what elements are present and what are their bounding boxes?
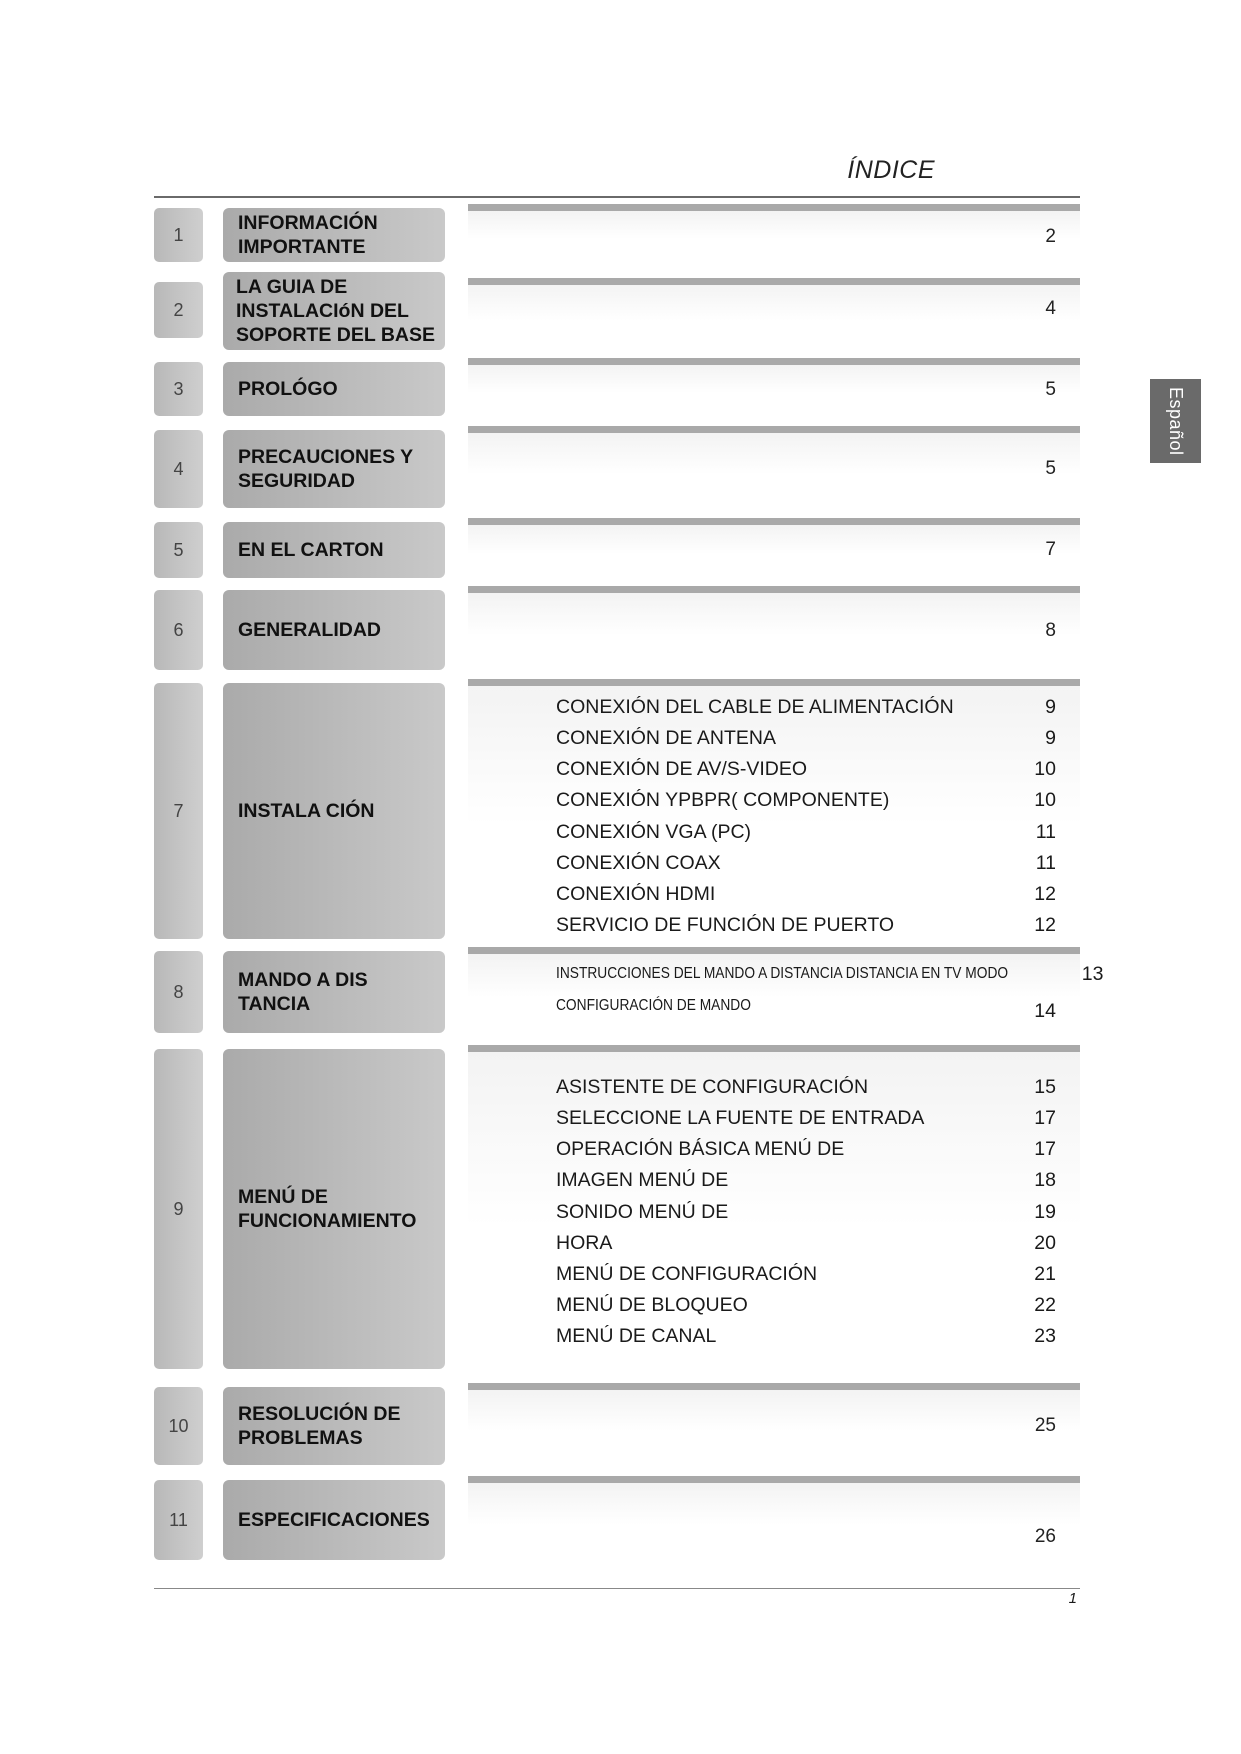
- toc-section-4: [154, 430, 1080, 508]
- entry-text: SELECCIONE LA FUENTE DE ENTRADA: [556, 1106, 925, 1129]
- entry-page: 19: [1034, 1200, 1056, 1223]
- section-page: 26: [1034, 1526, 1056, 1547]
- entry-text: CONEXIÓN DE ANTENA: [556, 726, 776, 749]
- toc-entry: [556, 785, 1080, 815]
- entry-page: 20: [1034, 1231, 1056, 1254]
- footer-rule: [154, 1588, 1080, 1589]
- toc-entry: [556, 754, 1080, 784]
- toc-section-11: [154, 1480, 1080, 1560]
- toc-entry: [556, 991, 1080, 1021]
- entry-text: SERVICIO DE FUNCIÓN DE PUERTO: [556, 913, 895, 936]
- entry-text: CONEXIÓN COAX: [556, 851, 721, 874]
- toc-section-9: [154, 1049, 1080, 1369]
- entry-page: 21: [1034, 1262, 1056, 1285]
- entry-text: CONEXIÓN YPBPR( COMPONENTE): [556, 788, 890, 811]
- section-label: INFORMACIÓN IMPORTANTE: [223, 208, 445, 262]
- section-number: 1: [154, 208, 203, 262]
- entry-text: IMAGEN MENÚ DE: [556, 1168, 729, 1191]
- section-divider: [468, 278, 1080, 285]
- entry-page: 23: [1034, 1324, 1056, 1347]
- section-content: [468, 522, 1080, 578]
- page-number: 1: [1068, 1590, 1077, 1607]
- section-label: INSTALA CIÓN: [223, 683, 445, 939]
- section-content: [468, 272, 1080, 350]
- toc-entry: [556, 910, 1080, 940]
- header-rule: [154, 196, 1080, 198]
- toc-section-10: [154, 1387, 1080, 1465]
- language-tab-label: Español: [1166, 386, 1186, 456]
- entry-page: 17: [1034, 1137, 1056, 1160]
- section-number: 3: [154, 362, 203, 416]
- entry-page: 14: [1034, 999, 1056, 1022]
- toc-section-5: [154, 522, 1080, 578]
- toc-entry: [556, 959, 1104, 989]
- language-tab: [1150, 379, 1201, 463]
- entry-text: CONEXIÓN DE AV/S-VIDEO: [556, 757, 808, 780]
- section-page: 4: [1045, 298, 1056, 319]
- section-content: [468, 430, 1080, 508]
- entry-page: 17: [1034, 1106, 1056, 1129]
- entry-text: INSTRUCCIONES DEL MANDO A DISTANCIA DISTANCIA EN TV MODO: [556, 965, 1009, 982]
- entry-page: 15: [1034, 1075, 1056, 1098]
- toc-section-2: [154, 272, 1080, 350]
- entry-page: 22: [1034, 1293, 1056, 1316]
- entry-text: CONEXIÓN VGA (PC): [556, 820, 752, 843]
- toc-entry: [556, 1103, 1080, 1133]
- toc-entry: [556, 879, 1080, 909]
- toc-entry: [556, 817, 1080, 847]
- page-title: ÍNDICE: [847, 156, 935, 184]
- section-number: 6: [154, 590, 203, 670]
- section-divider: [468, 204, 1080, 211]
- entry-page: 11: [1035, 851, 1056, 874]
- toc-entry: [556, 1072, 1080, 1102]
- section-label: LA GUIA DE INSTALACIóN DEL SOPORTE DEL BASE: [223, 272, 445, 350]
- section-label: PROLÓGO: [223, 362, 445, 416]
- entry-page: 12: [1034, 913, 1056, 936]
- section-number: 10: [154, 1387, 203, 1465]
- section-divider: [468, 1476, 1080, 1483]
- entry-page: 10: [1034, 788, 1056, 811]
- section-content: [468, 683, 1080, 939]
- section-number: 11: [154, 1480, 203, 1560]
- section-number: 2: [154, 282, 203, 338]
- section-content: [468, 951, 1104, 1033]
- toc-entry: [556, 1228, 1080, 1258]
- section-number: 5: [154, 522, 203, 578]
- section-label: MENÚ DE FUNCIONAMIENTO: [223, 1049, 445, 1369]
- section-content: [468, 1480, 1080, 1560]
- section-label: GENERALIDAD: [223, 590, 445, 670]
- entry-text: CONFIGURACIÓN DE MANDO: [556, 997, 751, 1014]
- entry-page: 12: [1034, 882, 1056, 905]
- entry-text: SONIDO MENÚ DE: [556, 1200, 729, 1223]
- toc-entry: [556, 692, 1080, 722]
- section-label: RESOLUCIÓN DE PROBLEMAS: [223, 1387, 445, 1465]
- section-number: 8: [154, 951, 203, 1033]
- section-number: 9: [154, 1049, 203, 1369]
- entry-text: MENÚ DE BLOQUEO: [556, 1293, 748, 1316]
- toc-section-8: [154, 951, 1104, 1033]
- toc-entry: [556, 848, 1080, 878]
- entry-text: OPERACIÓN BÁSICA MENÚ DE: [556, 1137, 845, 1160]
- toc-entry: [556, 1165, 1080, 1195]
- section-divider: [468, 426, 1080, 433]
- section-content: [468, 362, 1080, 416]
- entry-page: 10: [1034, 757, 1056, 780]
- entry-page: 11: [1035, 820, 1056, 843]
- toc-section-7: [154, 683, 1080, 939]
- section-divider: [468, 1045, 1080, 1052]
- toc-entry: [556, 1259, 1080, 1289]
- section-content: [468, 208, 1080, 262]
- section-divider: [468, 358, 1080, 365]
- section-content: [468, 1387, 1080, 1465]
- toc-entry: [556, 1197, 1080, 1227]
- section-divider: [468, 518, 1080, 525]
- section-number: 7: [154, 683, 203, 939]
- section-number: 4: [154, 430, 203, 508]
- entry-page: 9: [1045, 695, 1056, 718]
- section-content: [468, 590, 1080, 670]
- section-divider: [468, 586, 1080, 593]
- entry-page: 18: [1034, 1168, 1056, 1191]
- entry-text: ASISTENTE DE CONFIGURACIÓN: [556, 1075, 869, 1098]
- section-divider: [468, 679, 1080, 686]
- section-divider: [468, 1383, 1080, 1390]
- section-page: 8: [1045, 620, 1056, 641]
- section-divider: [468, 947, 1080, 954]
- section-page: 5: [1045, 379, 1056, 400]
- entry-text: CONEXIÓN HDMI: [556, 882, 716, 905]
- section-page: 25: [1034, 1415, 1056, 1436]
- entry-page: 13: [1081, 962, 1104, 985]
- section-page: 2: [1045, 226, 1056, 247]
- section-content: [468, 1049, 1080, 1369]
- section-label: MANDO A DIS TANCIA: [223, 951, 445, 1033]
- toc-entry: [556, 1134, 1080, 1164]
- toc-entry: [556, 723, 1080, 753]
- section-label: PRECAUCIONES Y SEGURIDAD: [223, 430, 445, 508]
- section-page: 5: [1045, 458, 1056, 479]
- toc-entry: [556, 1321, 1080, 1351]
- entry-text: CONEXIÓN DEL CABLE DE ALIMENTACIÓN: [556, 695, 954, 718]
- toc-section-3: [154, 362, 1080, 416]
- entry-text: MENÚ DE CONFIGURACIÓN: [556, 1262, 818, 1285]
- section-page: 7: [1045, 539, 1056, 560]
- section-label: ESPECIFICACIONES: [223, 1480, 445, 1560]
- entry-page: 9: [1045, 726, 1056, 749]
- toc-section-6: [154, 590, 1080, 670]
- entry-text: MENÚ DE CANAL: [556, 1324, 717, 1347]
- entry-text: HORA: [556, 1231, 613, 1254]
- toc-section-1: [154, 208, 1080, 262]
- section-label: EN EL CARTON: [223, 522, 445, 578]
- toc-entry: [556, 1290, 1080, 1320]
